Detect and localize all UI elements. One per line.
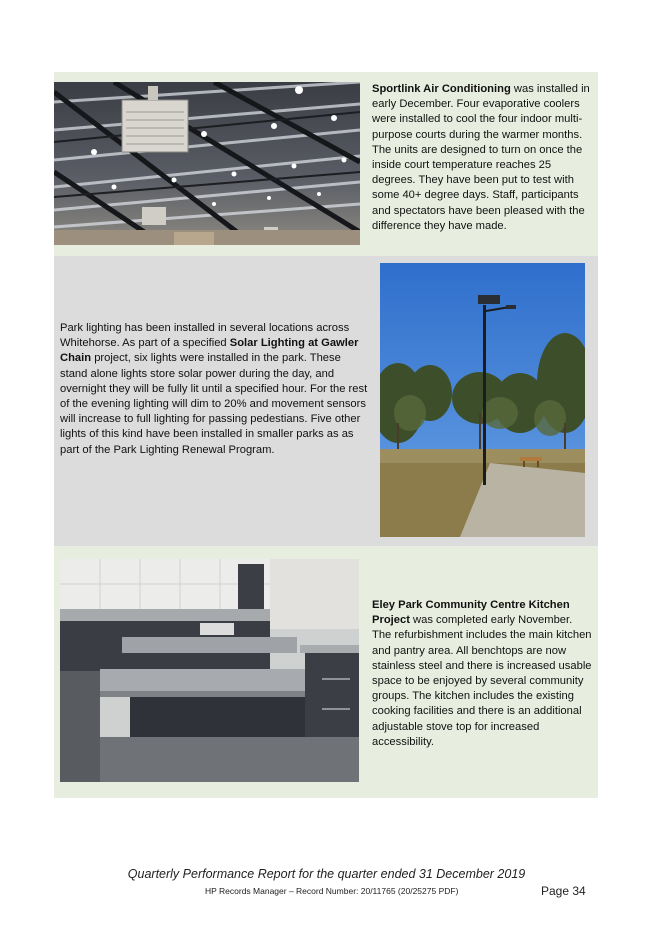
- kitchen-photo: [60, 559, 359, 782]
- kitchen-heading: Eley Park Community Centre Kitchen Project: [372, 599, 570, 627]
- section-sportlink: [54, 72, 598, 256]
- solar-lighting-heading: Solar Lighting at Gawler Chain: [60, 337, 359, 365]
- section-solar-lighting: [54, 256, 598, 546]
- record-number: HP Records Manager – Record Number: 20/11765 (20/25275 PDF): [205, 886, 459, 896]
- report-footer-title: Quarterly Performance Report for the quarter ended 31 December 2019: [127, 867, 526, 881]
- sportlink-body: was installed in early December. Four evaporative coolers were installed to cool the four indoor multi-purpose courts during the warmer months. The units are designed to turn on once the inside court temperature reaches 25 degrees. They have been put to test with some 40+ degree days. Staff, participants and spectators have been pleased with the difference they have made.: [372, 83, 590, 232]
- solar-lighting-text: [60, 321, 370, 458]
- page-number: Page 34: [541, 884, 586, 898]
- solar-lighting-body: project, six lights were installed in the park. These stand alone lights store solar power during the day, and overnight they will be fully lit until a specified hour. For the rest of the evening lighting will dim to 20% and movement sensors will increase to full lighting for passing pedestians. Five other lights of this kind have been installed in smaller parks as as part of the Park Lighting Renewal Program.: [60, 352, 368, 456]
- sportlink-text: [372, 82, 594, 234]
- solar-light-pole-photo: [380, 263, 585, 537]
- solar-lighting-intro: Park lighting has been installed in several locations across Whitehorse. As part of a specified: [60, 322, 350, 350]
- kitchen-text: [372, 598, 594, 750]
- sports-hall-ceiling-photo: [54, 82, 360, 245]
- section-eley-park-kitchen: [54, 546, 598, 798]
- sportlink-heading: Sportlink Air Conditioning: [372, 83, 511, 95]
- kitchen-body: was completed early November. The refurbishment includes the main kitchen and pantry area. All benchtops are now stainless steel and there is increased usable space to be enjoyed by several community groups. The kitchen includes the existing cooking facilities and there is an additional adjustable stove top for increased accessibility.: [372, 614, 592, 748]
